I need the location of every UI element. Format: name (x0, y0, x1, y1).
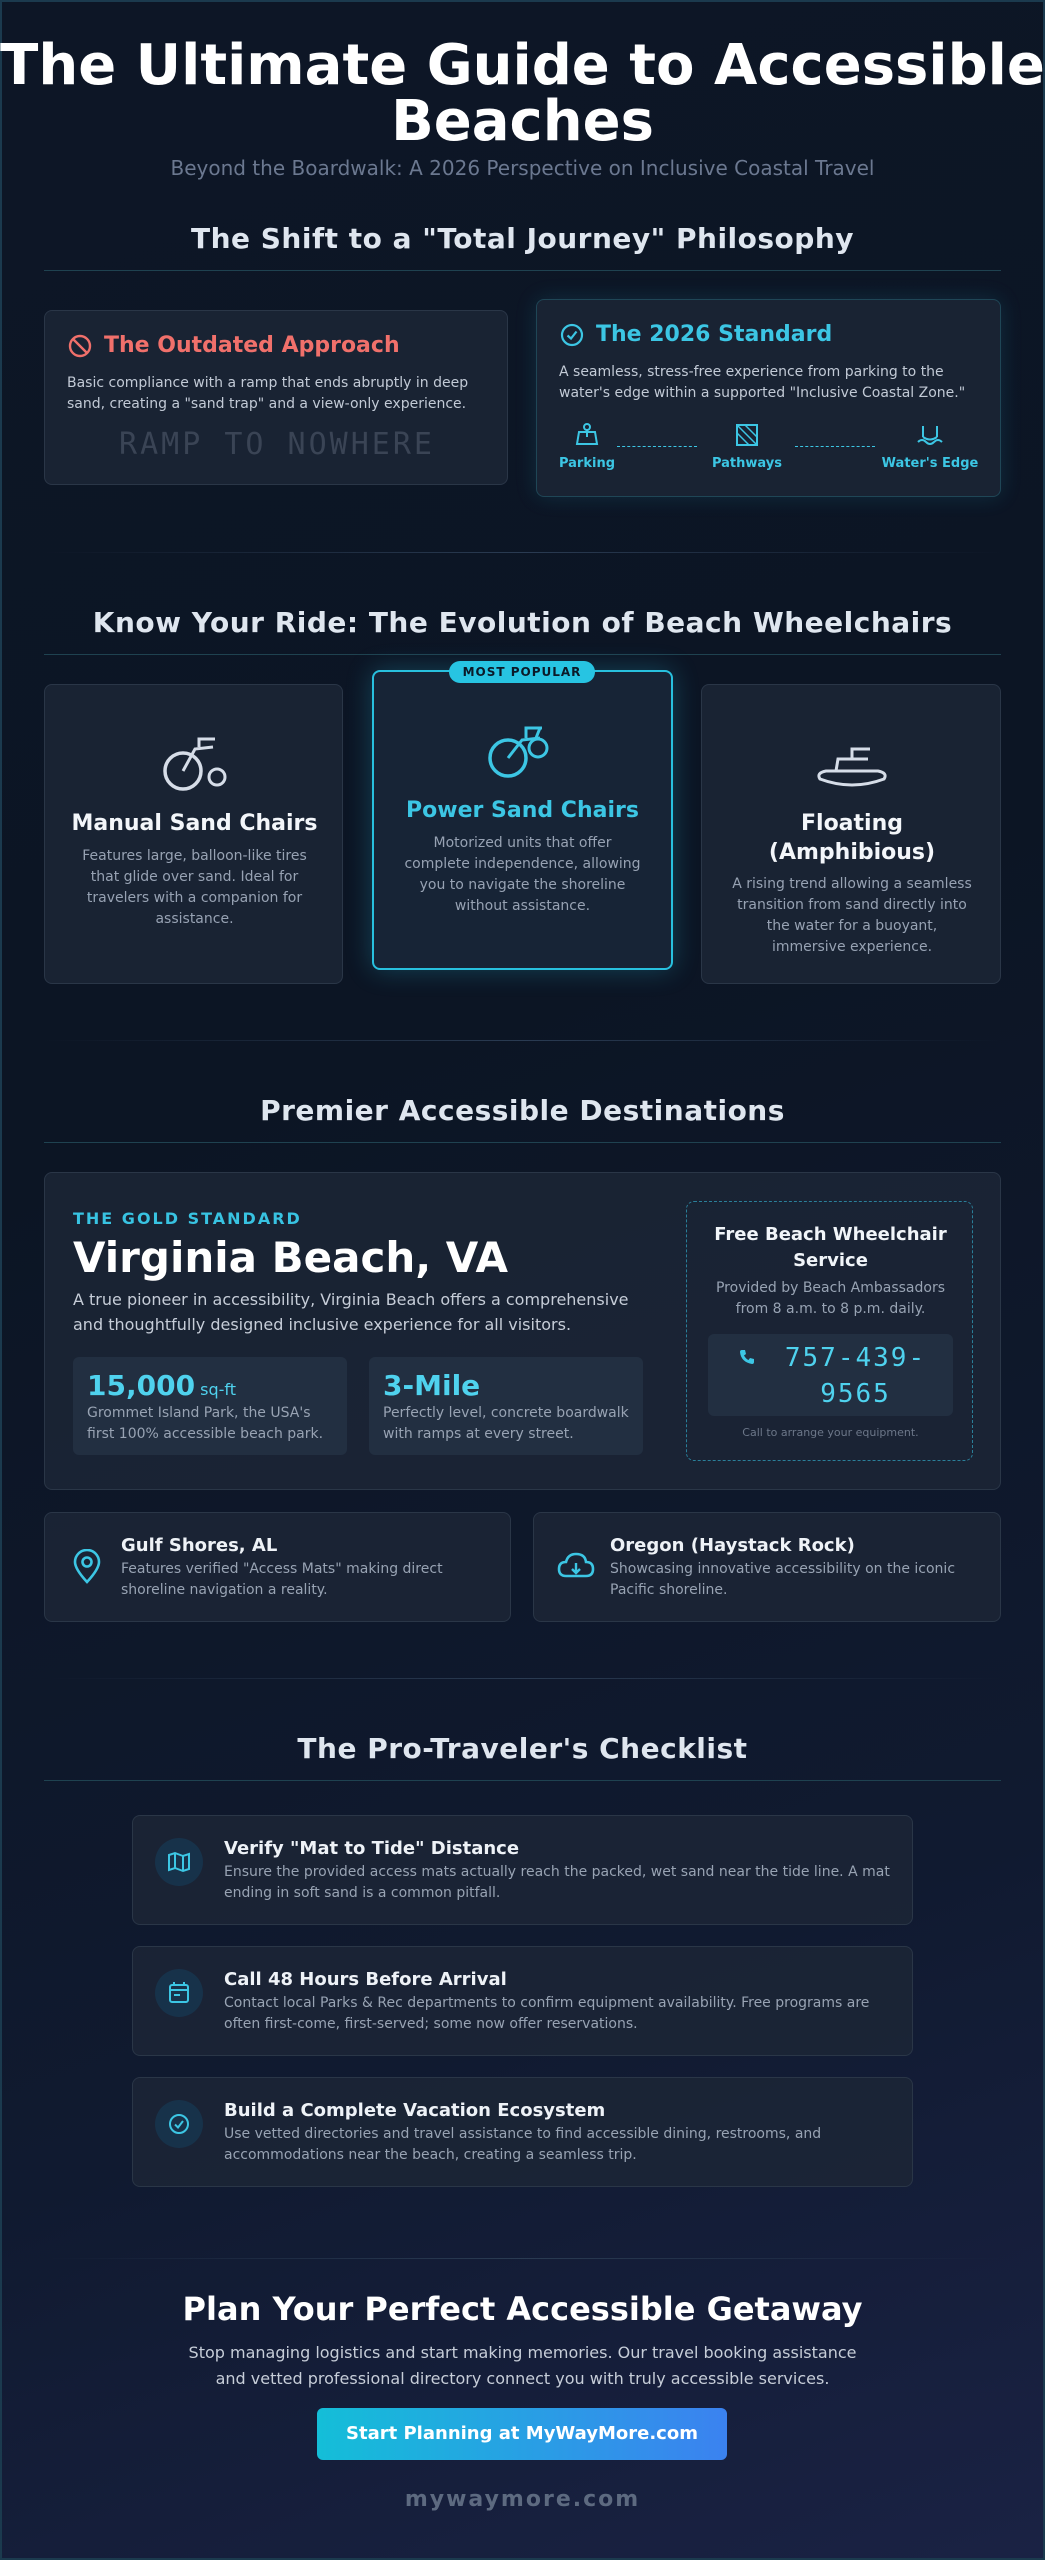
stat-grommet-park (73, 1357, 347, 1455)
journey-step-pathways (697, 420, 797, 471)
chair-title (702, 809, 1002, 867)
standard-title: The 2026 Standard (596, 322, 833, 347)
cta-text: Stop managing logistics and start making memories. Our travel booking assistance and vetted professional directory connect you with truly accessible services. (188, 2343, 857, 2388)
wheelchair-service-box (686, 1201, 973, 1461)
stat-unit: sq-ft (200, 1380, 237, 1399)
chair-text: A rising trend allowing a seamless transition from sand directly into the water for a buoyant, immersive experience. (732, 876, 972, 955)
check-circle-icon (559, 322, 585, 348)
checklist-item-title: Verify "Mat to Tide" Distance (224, 1838, 520, 1859)
chair-text: Features large, balloon-like tires that glide over sand. Ideal for travelers with a companion for assistance. (82, 848, 307, 927)
manual-chair-card (44, 684, 343, 984)
standard-text: A seamless, stress-free experience from parking to the water's edge within a supported "Inclusive Coastal Zone." (559, 364, 966, 401)
chair-text: Motorized units that offer complete independence, allowing you to navigate the shoreline without assistance. (404, 835, 641, 914)
service-title: Free Beach Wheelchair Service (714, 1224, 947, 1271)
checklist-item (132, 1946, 913, 2056)
parking-icon (572, 420, 602, 450)
journey-step-label: Parking (558, 456, 616, 471)
ramp-to-nowhere-label: RAMP TO NOWHERE (119, 427, 435, 462)
section-title-ride: Know Your Ride: The Evolution of Beach Wheelchairs (92, 606, 953, 639)
destination-gulf-shores (44, 1512, 511, 1622)
power-chair-card (372, 670, 673, 970)
phone-icon (738, 1348, 756, 1366)
outdated-approach-card (44, 310, 508, 485)
chair-title-line: (Amphibious) (768, 840, 936, 865)
phone-box[interactable] (708, 1334, 953, 1416)
calendar-icon (155, 1969, 203, 2017)
featured-eyebrow: THE GOLD STANDARD (73, 1209, 302, 1228)
standard-card (536, 299, 1001, 497)
service-text: Provided by Beach Ambassadors from 8 a.m. to 8 p.m. daily. (715, 1280, 945, 1317)
chair-title: Power Sand Chairs (406, 798, 639, 823)
destination-text: Showcasing innovative accessibility on the iconic Pacific shoreline. (610, 1561, 956, 1598)
map-pin-icon (69, 1549, 105, 1585)
most-popular-badge: MOST POPULAR (449, 661, 595, 683)
checklist-item-title: Build a Complete Vacation Ecosystem (224, 2100, 606, 2121)
checklist-item-title: Call 48 Hours Before Arrival (224, 1969, 507, 1990)
waves-icon (915, 420, 945, 450)
start-planning-button[interactable]: Start Planning at MyWayMore.com (317, 2408, 727, 2460)
footer-brand[interactable]: mywaymore.com (404, 2487, 641, 2512)
page-subtitle: Beyond the Boardwalk: A 2026 Perspective on Inclusive Coastal Travel (170, 156, 875, 180)
journey-step-parking (537, 420, 637, 471)
section-divider (44, 1678, 1001, 1679)
stat-value-row (383, 1369, 480, 1402)
destination-oregon (533, 1512, 1001, 1622)
floating-chair-card (701, 684, 1001, 984)
section-title-destinations: Premier Accessible Destinations (260, 1094, 785, 1127)
service-note: Call to arrange your equipment. (742, 1426, 919, 1439)
floating-chair-icon (812, 733, 892, 799)
stat-value: 3-Mile (383, 1369, 481, 1402)
featured-destination-name: Virginia Beach, VA (73, 1233, 508, 1282)
featured-destination-card (44, 1172, 1001, 1490)
map-icon (155, 1838, 203, 1886)
power-wheelchair-icon (482, 720, 562, 786)
destination-name: Oregon (Haystack Rock) (610, 1535, 855, 1556)
section-title-checklist: The Pro-Traveler's Checklist (297, 1732, 748, 1765)
journey-step-label: Water's Edge (881, 456, 979, 471)
checklist-item (132, 2077, 913, 2187)
destination-text: Features verified "Access Mats" making direct shoreline navigation a reality. (121, 1561, 443, 1598)
page-title: The Ultimate Guide to Accessible Beaches (0, 33, 1045, 154)
section-divider (44, 2258, 1001, 2259)
section-divider (44, 1040, 1001, 1041)
outdated-approach-title: The Outdated Approach (104, 333, 400, 358)
stat-description: Perfectly level, concrete boardwalk with ramps at every street. (383, 1405, 629, 1442)
cloud-icon (556, 1549, 596, 1585)
section-rule (44, 1142, 1001, 1143)
checklist-item-text: Ensure the provided access mats actually reach the packed, wet sand near the tide line. A mat ending in soft sand is a common pitfall. (224, 1864, 890, 1901)
checklist-item (132, 1815, 913, 1925)
journey-step-label: Pathways (711, 456, 782, 471)
manual-wheelchair-icon (155, 733, 235, 799)
section-divider (44, 552, 1001, 553)
phone-number[interactable]: 757-439-9565 (784, 1343, 927, 1409)
stat-value: 15,000 (87, 1369, 196, 1402)
section-rule (44, 1780, 1001, 1781)
chair-title-line: Floating (801, 811, 903, 836)
featured-destination-text: A true pioneer in accessibility, Virginia Beach offers a comprehensive and thoughtfully designed inclusive experience for all visitors. (73, 1290, 629, 1334)
section-rule (44, 654, 1001, 655)
journey-step-water (870, 420, 990, 471)
pathway-icon (732, 420, 762, 450)
cta-title: Plan Your Perfect Accessible Getaway (182, 2290, 863, 2328)
section-title-journey: The Shift to a "Total Journey" Philosophy (190, 222, 855, 255)
stat-value-row (87, 1369, 236, 1402)
section-rule (44, 270, 1001, 271)
stat-boardwalk (369, 1357, 643, 1455)
chair-title: Manual Sand Chairs (71, 811, 318, 836)
checklist-item-text: Contact local Parks & Rec departments to confirm equipment availability. Free programs are often first-come, first-served; some now offer reservations. (224, 1995, 870, 2032)
stat-description: Grommet Island Park, the USA's first 100% accessible beach park. (87, 1405, 324, 1442)
destination-name: Gulf Shores, AL (121, 1535, 278, 1556)
outdated-approach-text: Basic compliance with a ramp that ends abruptly in deep sand, creating a "sand trap" and a view-only experience. (67, 375, 469, 412)
prohibited-icon (67, 333, 95, 361)
checklist-item-text: Use vetted directories and travel assistance to find accessible dining, restrooms, and accommodations near the beach, creating a seamless trip. (224, 2126, 822, 2163)
journey-connector (795, 446, 875, 447)
check-circle-icon (155, 2100, 203, 2148)
